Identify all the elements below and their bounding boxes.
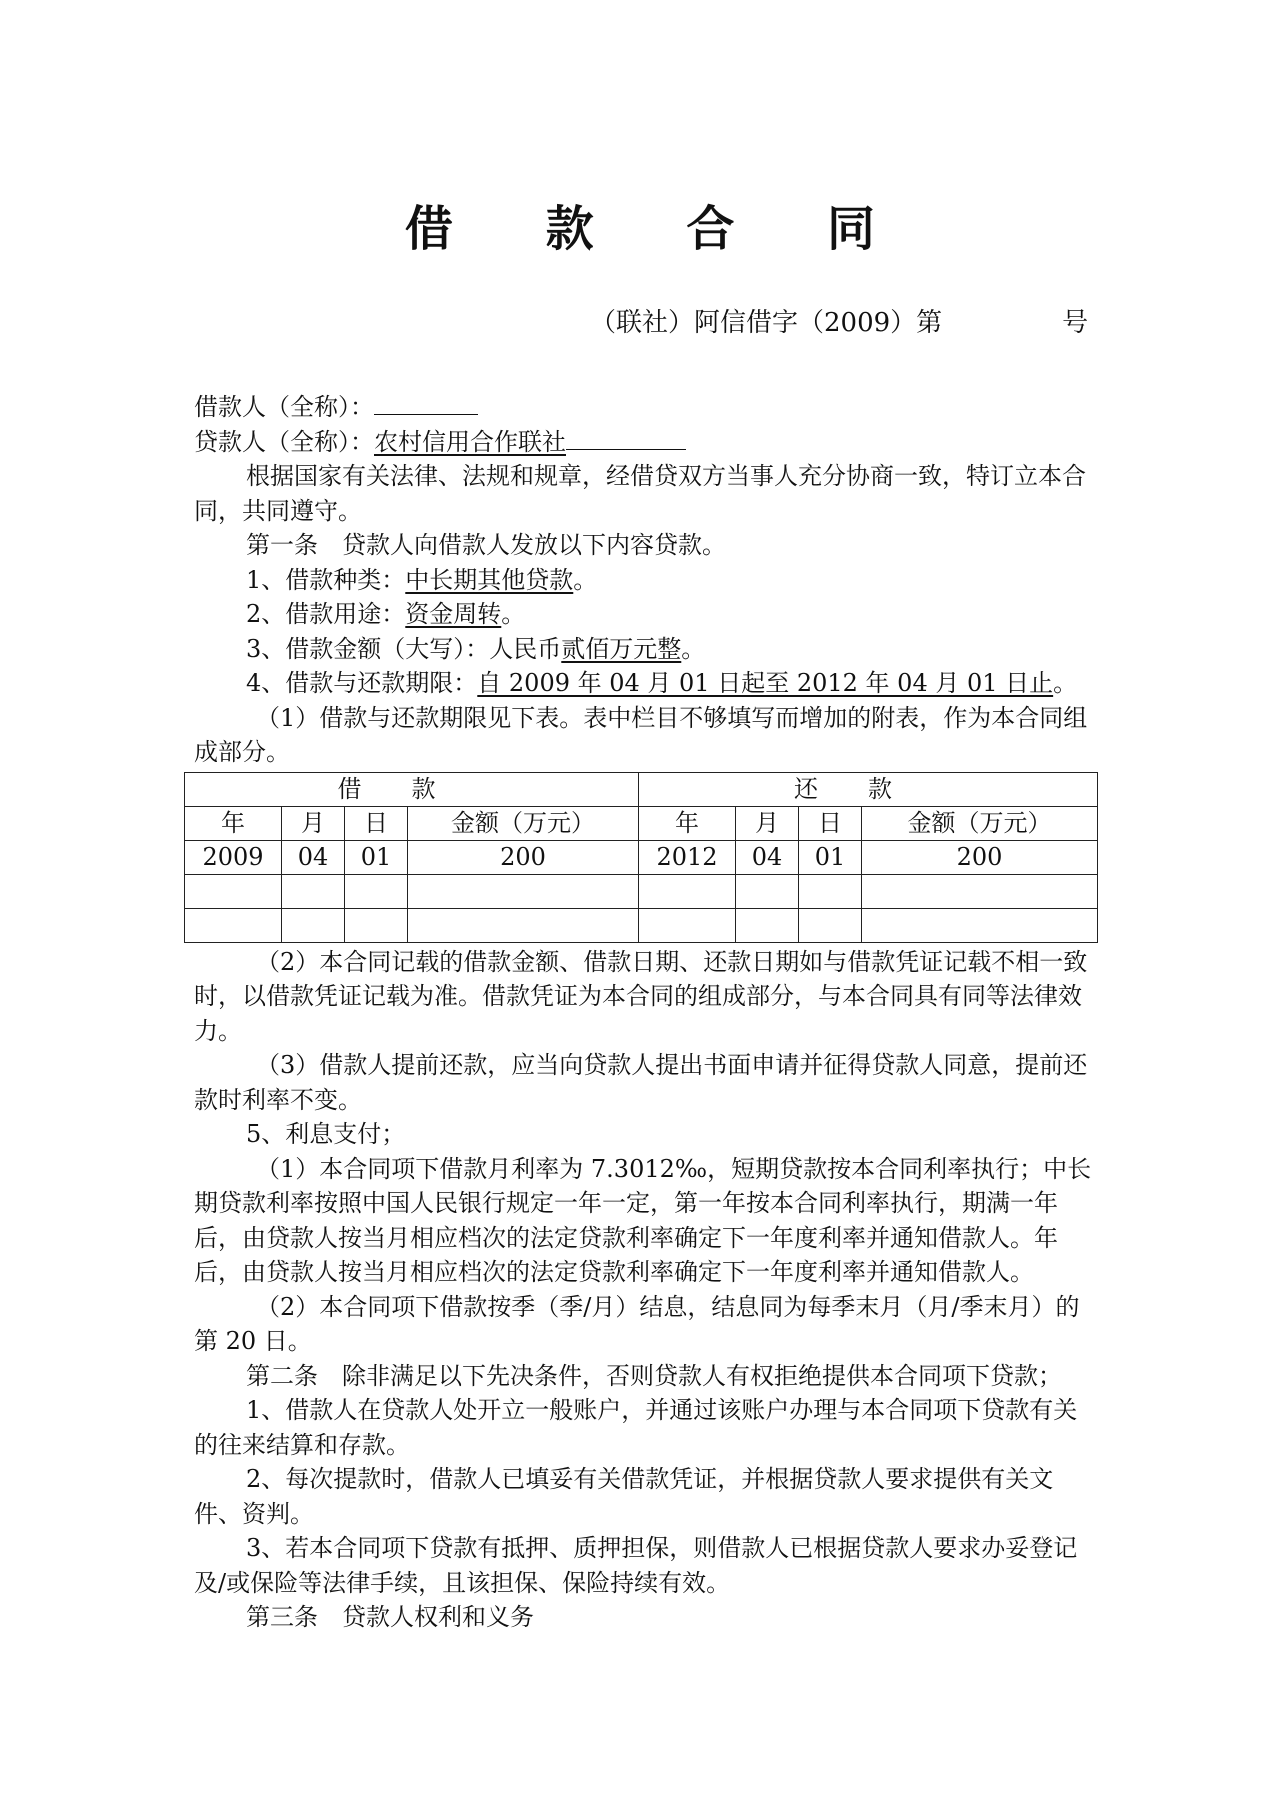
col-month: 月 [282,806,345,840]
interest-clause-1: （1）本合同项下借款月利率为 7.3012‰，短期贷款按本合同利率执行；中长期贷款利率按照中国人民银行规定一年一定，第一年按本合同利率执行，期满一年后，由贷款人按当月相应档次的法定贷款利率确定下一年度利率并通知借款人。年后，由贷款人按当月相应档次的法定贷款利率确定下一年度利率并通知借款人。 [194,1154,1092,1286]
article2-item-2: 2、每次提款时，借款人已填妥有关借款凭证，并根据贷款人要求提供有关文件、资判。 [194,1465,1054,1528]
term-clause-1: （1）借款与还款期限见下表。表中栏目不够填写而增加的附表，作为本合同组成部分。 [194,703,1088,766]
table-cell [862,908,1098,942]
col-year: 年 [185,806,282,840]
table-row [185,908,1098,942]
table-cell: 200 [862,840,1098,874]
table-cell [799,874,862,908]
table-cell [736,908,799,942]
table-row [185,874,1098,908]
table-cell: 2012 [639,840,736,874]
table-cell [408,874,639,908]
table-cell [408,908,639,942]
repay-header: 还款 [639,772,1098,806]
loan-type-line: 1、借款种类：中长期其他贷款。 [246,565,598,594]
article2-item-1: 1、借款人在贷款人处开立一般账户，并通过该账户办理与本合同项下贷款有关的往来结算和存款。 [194,1396,1078,1459]
table-cell [639,874,736,908]
doc-number-prefix: （联社）阿信借字（2009）第 [590,308,943,338]
table-header-row [185,772,1098,806]
table-cell [345,874,408,908]
table-row [185,840,1098,874]
loan-amount-line: 3、借款金额（大写）：人民币贰佰万元整。 [246,634,706,663]
page-title: 借 款 合 同 [404,201,914,257]
preamble: 根据国家有关法律、法规和规章，经借贷双方当事人充分协商一致，特订立本合同，共同遵守。 [194,462,1086,525]
table-cell [345,908,408,942]
loan-schedule-table [184,772,1098,943]
loan-type-label: 1、借款种类： [246,565,406,594]
term-clause-2: （2）本合同记载的借款金额、借款日期、还款日期如与借款凭证记载不相一致时，以借款凭证记载为准。借款凭证为本合同的组成部分，与本合同具有同等法律效力。 [194,947,1088,1045]
lender-label: 贷款人（全称）： [194,427,374,456]
col-day: 日 [799,806,862,840]
col-day: 日 [345,806,408,840]
loan-type-value: 中长期其他贷款 [405,565,574,594]
table-cell [799,908,862,942]
table-cell: 2009 [185,840,282,874]
lender-name-blank [566,427,686,450]
interest-heading: 5、利息支付； [246,1120,406,1148]
loan-amount-label: 3、借款金额（大写）：人民币 [246,634,562,663]
loan-amount-value: 贰佰万元整 [561,634,682,663]
loan-purpose-line: 2、借款用途：资金周转。 [246,600,526,628]
table-cell: 04 [736,840,799,874]
table-cell [736,874,799,908]
article1-heading: 第一条 贷款人向借款人发放以下内容贷款。 [246,531,726,559]
borrow-header: 借款 [185,772,639,806]
table-cell [282,908,345,942]
loan-term-label: 4、借款与还款期限： [246,669,478,697]
table-cell: 200 [408,840,639,874]
table-cell [185,908,282,942]
col-month: 月 [736,806,799,840]
col-year: 年 [639,806,736,840]
lender-line [194,425,1092,460]
lender-name: 农村信用合作联社 [374,427,566,456]
table-cell: 01 [345,840,408,874]
col-amount: 金额（万元） [862,806,1098,840]
table-cell [185,874,282,908]
loan-purpose-label: 2、借款用途： [246,600,406,628]
loan-purpose-value: 资金周转 [405,600,502,628]
article3-heading: 第三条 贷款人权利和义务 [246,1603,534,1631]
article2-item-3: 3、若本合同项下贷款有抵押、质押担保，则借款人已根据贷款人要求办妥登记及/或保险等法律手续，且该担保、保险持续有效。 [194,1534,1078,1597]
doc-number-suffix: 号 [1062,308,1089,338]
table-cell [282,874,345,908]
table-cell [639,908,736,942]
term-clause-3: （3）借款人提前还款，应当向贷款人提出书面申请并征得贷款人同意，提前还款时利率不变。 [194,1051,1088,1114]
table-cell: 01 [799,840,862,874]
borrower-line [194,390,1092,425]
document-number [590,302,1088,339]
article2-heading: 第二条 除非满足以下先决条件，否则贷款人有权拒绝提供本合同项下贷款； [246,1361,1062,1390]
col-amount: 金额（万元） [408,806,639,840]
contract-body [194,390,1092,1635]
interest-clause-2: （2）本合同项下借款按季（季/月）结息，结息同为每季末月（月/季末月）的第 20 日。 [194,1292,1080,1355]
table-column-row [185,806,1098,840]
table-cell [862,874,1098,908]
borrower-name-blank [374,392,478,415]
table-cell: 04 [282,840,345,874]
loan-term-value: 自 2009 年 04 月 01 日起至 2012 年 04 月 01 日止 [477,669,1054,697]
loan-term-line: 4、借款与还款期限：自 2009 年 04 月 01 日起至 2012 年 04 月 01 日止。 [246,669,1078,697]
borrower-label: 借款人（全称）： [194,393,374,421]
